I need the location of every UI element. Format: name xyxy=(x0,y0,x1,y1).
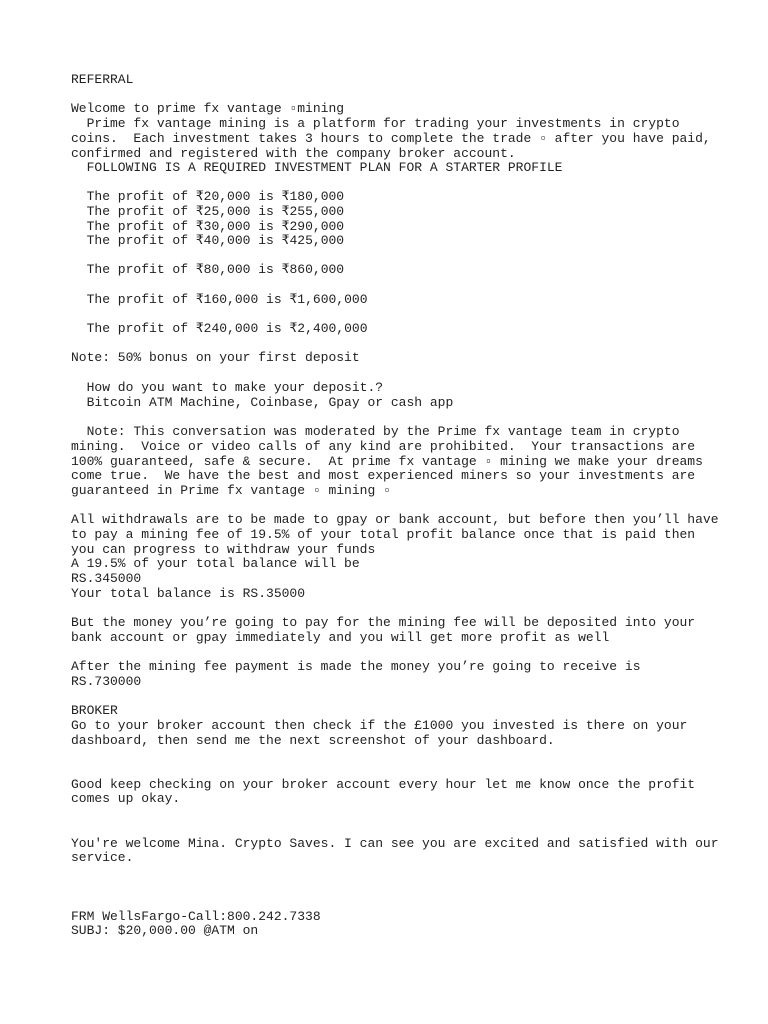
text-line: How do you want to make your deposit.? xyxy=(71,380,384,395)
text-line: A 19.5% of your total balance will be xyxy=(71,556,360,571)
text-line: Your total balance is RS.35000 xyxy=(71,586,306,601)
text-line: Good keep checking on your broker account every hour let me know once the profit xyxy=(71,777,696,792)
text-line: The profit of ₹40,000 is ₹425,000 xyxy=(71,233,345,248)
text-line: The profit of ₹160,000 is ₹1,600,000 xyxy=(71,292,368,307)
text-line: coins. Each investment takes 3 hours to complete the trade ▫ after you have paid, xyxy=(71,131,711,146)
text-line: You're welcome Mina. Crypto Saves. I can see you are excited and satisfied with our xyxy=(71,836,719,851)
text-line: The profit of ₹80,000 is ₹860,000 xyxy=(71,262,345,277)
text-line: comes up okay. xyxy=(71,791,181,806)
text-line: After the mining fee payment is made the money you’re going to receive is xyxy=(71,659,641,674)
text-line: BROKER xyxy=(71,703,118,718)
text-line: Bitcoin ATM Machine, Coinbase, Gpay or cash app xyxy=(71,395,454,410)
text-line: bank account or gpay immediately and you will get more profit as well xyxy=(71,630,610,645)
text-line: Welcome to prime fx vantage ▫mining xyxy=(71,101,345,116)
text-line: The profit of ₹25,000 is ₹255,000 xyxy=(71,204,345,219)
text-line: RS.345000 xyxy=(71,571,142,586)
text-line: SUBJ: $20,000.00 @ATM on xyxy=(71,923,259,938)
text-line: REFERRAL xyxy=(71,72,134,87)
text-line: The profit of ₹240,000 is ₹2,400,000 xyxy=(71,321,368,336)
text-line: 100% guaranteed, safe & secure. At prime fx vantage ▫ mining we make your dreams xyxy=(71,454,703,469)
text-line: you can progress to withdraw your funds xyxy=(71,542,376,557)
text-line: to pay a mining fee of 19.5% of your total profit balance once that is paid then xyxy=(71,527,696,542)
text-line: service. xyxy=(71,850,134,865)
text-line: Go to your broker account then check if the £1000 you invested is there on your xyxy=(71,718,688,733)
text-line: Prime fx vantage mining is a platform for trading your investments in crypto xyxy=(71,116,680,131)
text-line: But the money you’re going to pay for the mining fee will be deposited into your xyxy=(71,615,696,630)
text-line: FOLLOWING IS A REQUIRED INVESTMENT PLAN FOR A STARTER PROFILE xyxy=(71,160,563,175)
text-line: FRM WellsFargo-Call:800.242.7338 xyxy=(71,909,321,924)
text-line: The profit of ₹20,000 is ₹180,000 xyxy=(71,189,345,204)
text-line: mining. Voice or video calls of any kind are prohibited. Your transactions are xyxy=(71,439,696,454)
text-line: Note: This conversation was moderated by the Prime fx vantage team in crypto xyxy=(71,424,680,439)
text-line: The profit of ₹30,000 is ₹290,000 xyxy=(71,219,345,234)
text-line: Note: 50% bonus on your first deposit xyxy=(71,350,360,365)
text-line: All withdrawals are to be made to gpay or bank account, but before then you’ll have xyxy=(71,512,719,527)
text-line: confirmed and registered with the company broker account. xyxy=(71,146,516,161)
text-line: RS.730000 xyxy=(71,674,142,689)
text-line: come true. We have the best and most experienced miners so your investments are xyxy=(71,468,696,483)
text-line: guaranteed in Prime fx vantage ▫ mining ▫ xyxy=(71,483,391,498)
text-line: dashboard, then send me the next screenshot of your dashboard. xyxy=(71,733,555,748)
